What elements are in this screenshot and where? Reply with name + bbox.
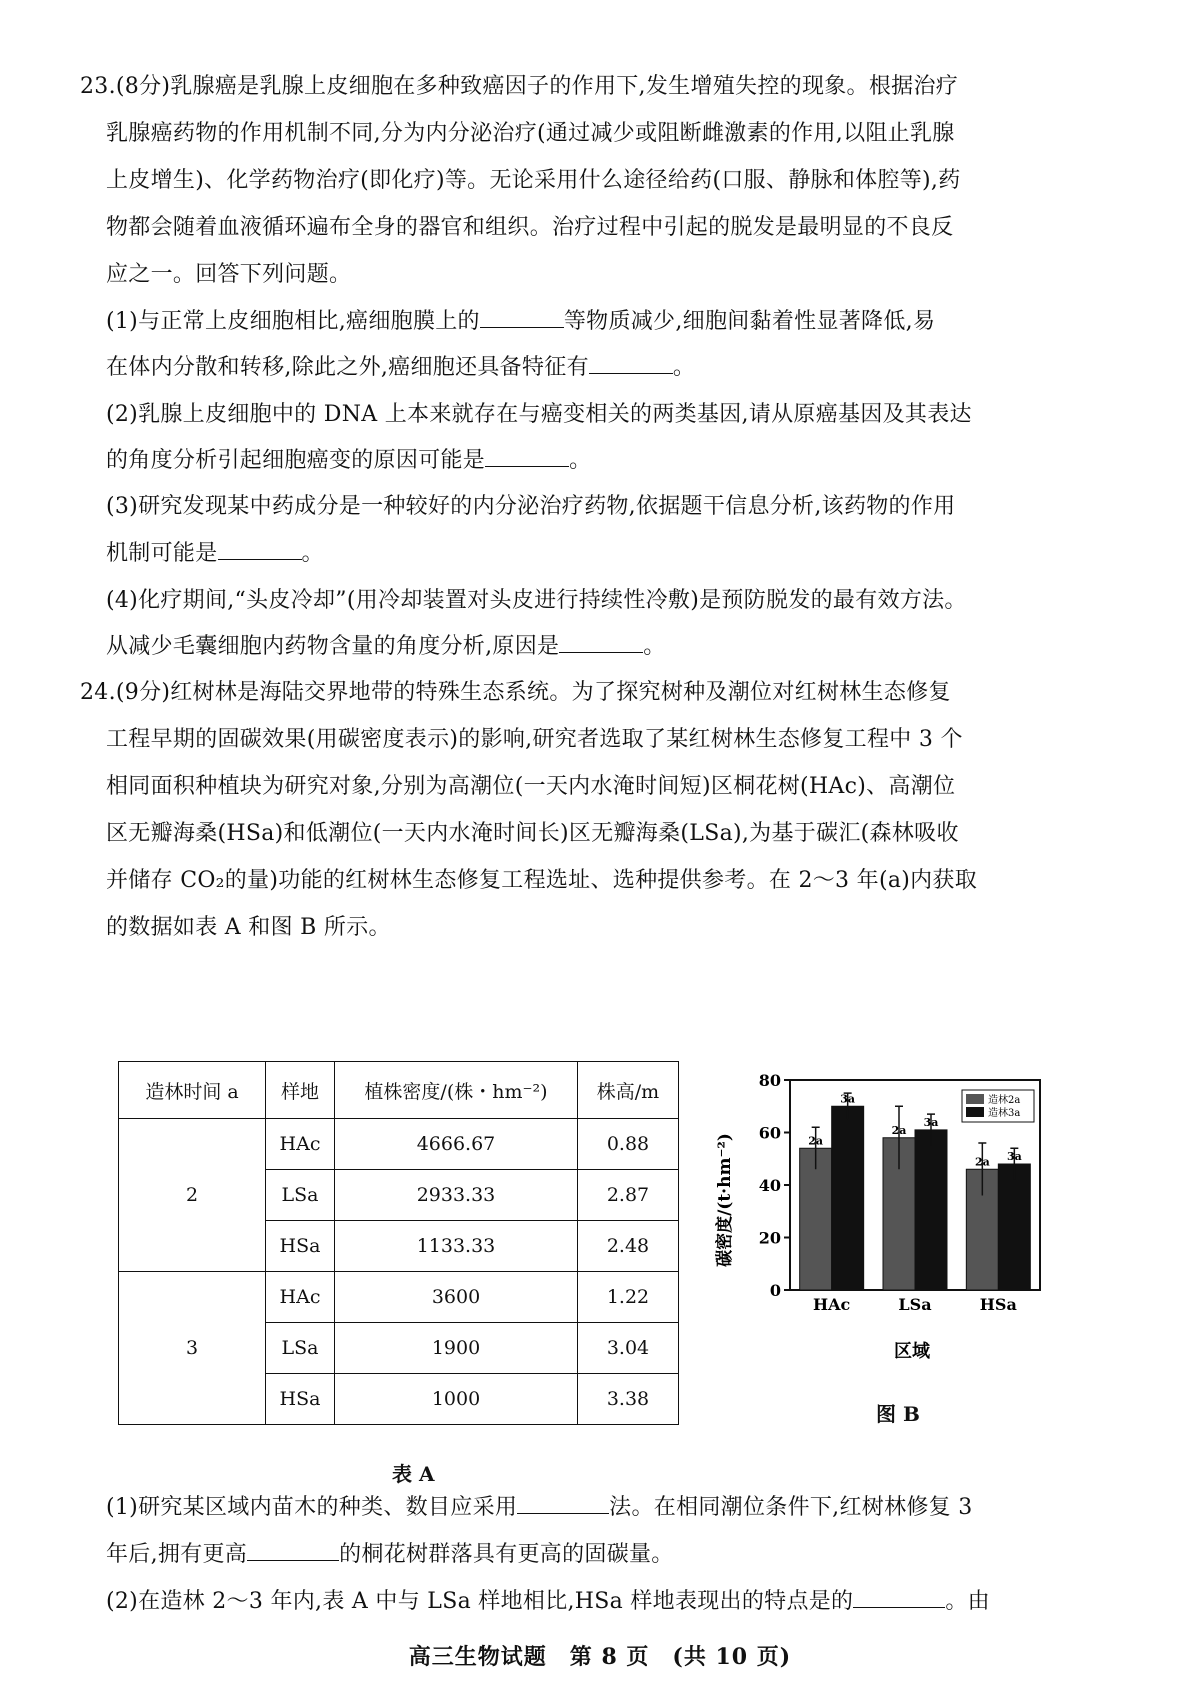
q24-line-4: 区无瓣海桑(HSa)和低潮位(一天内水淹时间长)区无瓣海桑(LSa),为基于碳汇(森林吸收	[106, 821, 959, 846]
table-header: 造林时间 a	[119, 1062, 266, 1119]
table-cell: 2.48	[578, 1221, 679, 1272]
table-cell-year: 2	[119, 1119, 266, 1272]
y-tick-label: 60	[758, 1123, 781, 1143]
table-cell: HSa	[266, 1221, 335, 1272]
q23-sub3-text-b: 机制可能是	[106, 541, 218, 566]
answer-blank[interactable]	[853, 1587, 945, 1608]
q23-line-4: 物都会随着血液循环遍布全身的器官和组织。治疗过程中引起的脱发是最明显的不良反	[106, 215, 954, 240]
q24-sub1-line-2	[106, 1540, 674, 1570]
answer-blank[interactable]	[559, 632, 643, 653]
bar-data-label: 2a	[808, 1134, 824, 1148]
q24-line-1: 24.(9分)红树林是海陆交界地带的特殊生态系统。为了探究树种及潮位对红树林生态修复	[80, 680, 951, 705]
table-cell: 1133.33	[335, 1221, 578, 1272]
y-tick-label: 0	[769, 1281, 781, 1300]
table-header: 植株密度/(株・hm⁻²)	[335, 1062, 578, 1119]
q24-sub1-text-b: 法。在相同潮位条件下,红树林修复 3	[609, 1495, 973, 1520]
table-cell: 4666.67	[335, 1119, 578, 1170]
legend-swatch	[966, 1107, 984, 1117]
y-tick-label: 80	[758, 1071, 781, 1090]
answer-blank[interactable]	[589, 353, 673, 374]
table-cell: HAc	[266, 1272, 335, 1323]
q23-sub2-text-b: 的角度分析引起细胞癌变的原因可能是	[106, 448, 486, 473]
q23-sub1-line-2	[106, 353, 695, 383]
table-cell: HSa	[266, 1374, 335, 1425]
q24-line-6: 的数据如表 A 和图 B 所示。	[106, 915, 391, 940]
data-table-a	[118, 1061, 679, 1425]
table-cell: 3600	[335, 1272, 578, 1323]
table-cell: 2.87	[578, 1170, 679, 1221]
q23-sub4-text-c: 。	[643, 634, 666, 659]
q23-sub2-text-c: 。	[569, 448, 592, 473]
table-cell: HAc	[266, 1119, 335, 1170]
y-tick-label: 20	[758, 1228, 781, 1248]
legend-label: 造林3a	[988, 1108, 1021, 1119]
q23-sub1-text-a: (1)与正常上皮细胞相比,癌细胞膜上的	[106, 309, 480, 334]
y-tick-label: 40	[758, 1176, 781, 1195]
q24-line-5: 并储存 CO₂的量)功能的红树林生态修复工程选址、选种提供参考。在 2～3 年(a)内获取	[106, 868, 978, 893]
table-cell: 1000	[335, 1374, 578, 1425]
q23-sub1-text-c: 在体内分散和转移,除此之外,癌细胞还具备特征有	[106, 355, 589, 380]
q23-line-1: 23.(8分)乳腺癌是乳腺上皮细胞在多种致癌因子的作用下,发生增殖失控的现象。根据治疗	[80, 74, 959, 99]
x-tick-label: HSa	[979, 1295, 1017, 1314]
legend-swatch	[966, 1094, 984, 1104]
table-cell: LSa	[266, 1170, 335, 1221]
table-cell: 1900	[335, 1323, 578, 1374]
q23-sub4-line-1: (4)化疗期间,“头皮冷却”(用冷却装置对头皮进行持续性冷敷)是预防脱发的最有效方法。	[106, 588, 967, 613]
page-footer: 高三生物试题 第 8 页 (共 10 页)	[408, 1644, 792, 1670]
bar-data-label: 2a	[974, 1155, 990, 1169]
answer-blank[interactable]	[218, 539, 302, 560]
q24-line-3: 相同面积种植块为研究对象,分别为高潮位(一天内水淹时间短)区桐花树(HAc)、高潮位	[106, 774, 956, 799]
q24-sub1-text-a: (1)研究某区域内苗木的种类、数目应采用	[106, 1495, 518, 1520]
table-caption: 表 A	[392, 1462, 435, 1486]
bar-data-label: 3a	[1006, 1150, 1022, 1163]
y-axis-label: 碳密度/(t·hm⁻²)	[715, 1133, 735, 1267]
table-cell: 3.04	[578, 1323, 679, 1374]
bar-data-label: 2a	[891, 1123, 907, 1137]
bar-造林3a	[998, 1164, 1030, 1290]
q23-sub4-text-b: 从减少毛囊细胞内药物含量的角度分析,原因是	[106, 634, 560, 659]
bar-data-label: 3a	[923, 1115, 939, 1129]
bar-造林3a	[915, 1130, 947, 1290]
x-axis-label: 区域	[894, 1341, 930, 1362]
table-cell: 3.38	[578, 1374, 679, 1425]
table-header: 株高/m	[578, 1062, 679, 1119]
q24-sub1-line-1	[106, 1493, 973, 1523]
answer-blank[interactable]	[485, 446, 569, 467]
legend-label: 造林2a	[988, 1095, 1021, 1106]
answer-blank[interactable]	[480, 307, 564, 328]
q23-sub1-text-d: 。	[672, 355, 696, 380]
q23-sub2-line-2	[106, 446, 591, 476]
q23-sub3-text-c: 。	[301, 541, 324, 566]
q23-sub1-line-1	[106, 307, 935, 337]
q24-sub2-text-a: (2)在造林 2～3 年内,表 A 中与 LSa 样地相比,HSa 样地表现出的特点是的	[106, 1589, 854, 1614]
q24-sub1-text-d: 的桐花树群落具有更高的固碳量。	[339, 1542, 674, 1567]
table-cell: LSa	[266, 1323, 335, 1374]
q24-sub2-line-1	[106, 1587, 990, 1617]
figure-caption: 图 B	[876, 1402, 920, 1426]
bar-chart-b	[700, 1060, 1060, 1390]
q23-line-5: 应之一。回答下列问题。	[106, 262, 352, 287]
q24-sub1-text-c: 年后,拥有更高	[106, 1542, 248, 1567]
q24-sub2-text-b: 。由	[945, 1589, 990, 1614]
answer-blank[interactable]	[247, 1540, 339, 1561]
bar-data-label: 3a	[840, 1092, 856, 1106]
q23-line-3: 上皮增生)、化学药物治疗(即化疗)等。无论采用什么途径给药(口服、静脉和体腔等),药	[106, 168, 961, 193]
table-cell-year: 3	[119, 1272, 266, 1425]
table-header: 样地	[266, 1062, 335, 1119]
x-tick-label: LSa	[898, 1295, 932, 1314]
q24-line-2: 工程早期的固碳效果(用碳密度表示)的影响,研究者选取了某红树林生态修复工程中 3 个	[106, 727, 963, 752]
table-cell: 0.88	[578, 1119, 679, 1170]
q23-sub3-line-1: (3)研究发现某中药成分是一种较好的内分泌治疗药物,依据题干信息分析,该药物的作用	[106, 494, 956, 519]
answer-blank[interactable]	[517, 1493, 609, 1514]
q23-sub3-line-2	[106, 539, 324, 569]
table-cell: 2933.33	[335, 1170, 578, 1221]
bar-造林3a	[832, 1106, 864, 1290]
bar-造林2a	[800, 1148, 832, 1290]
q23-sub2-line-1: (2)乳腺上皮细胞中的 DNA 上本来就存在与癌变相关的两类基因,请从原癌基因及其表达	[106, 402, 972, 427]
q23-sub4-line-2	[106, 632, 666, 662]
q23-line-2: 乳腺癌药物的作用机制不同,分为内分泌治疗(通过减少或阻断雌激素的作用,以阻止乳腺	[106, 121, 955, 146]
table-cell: 1.22	[578, 1272, 679, 1323]
x-tick-label: HAc	[813, 1295, 851, 1314]
q23-sub1-text-b: 等物质减少,细胞间黏着性显著降低,易	[563, 309, 936, 334]
